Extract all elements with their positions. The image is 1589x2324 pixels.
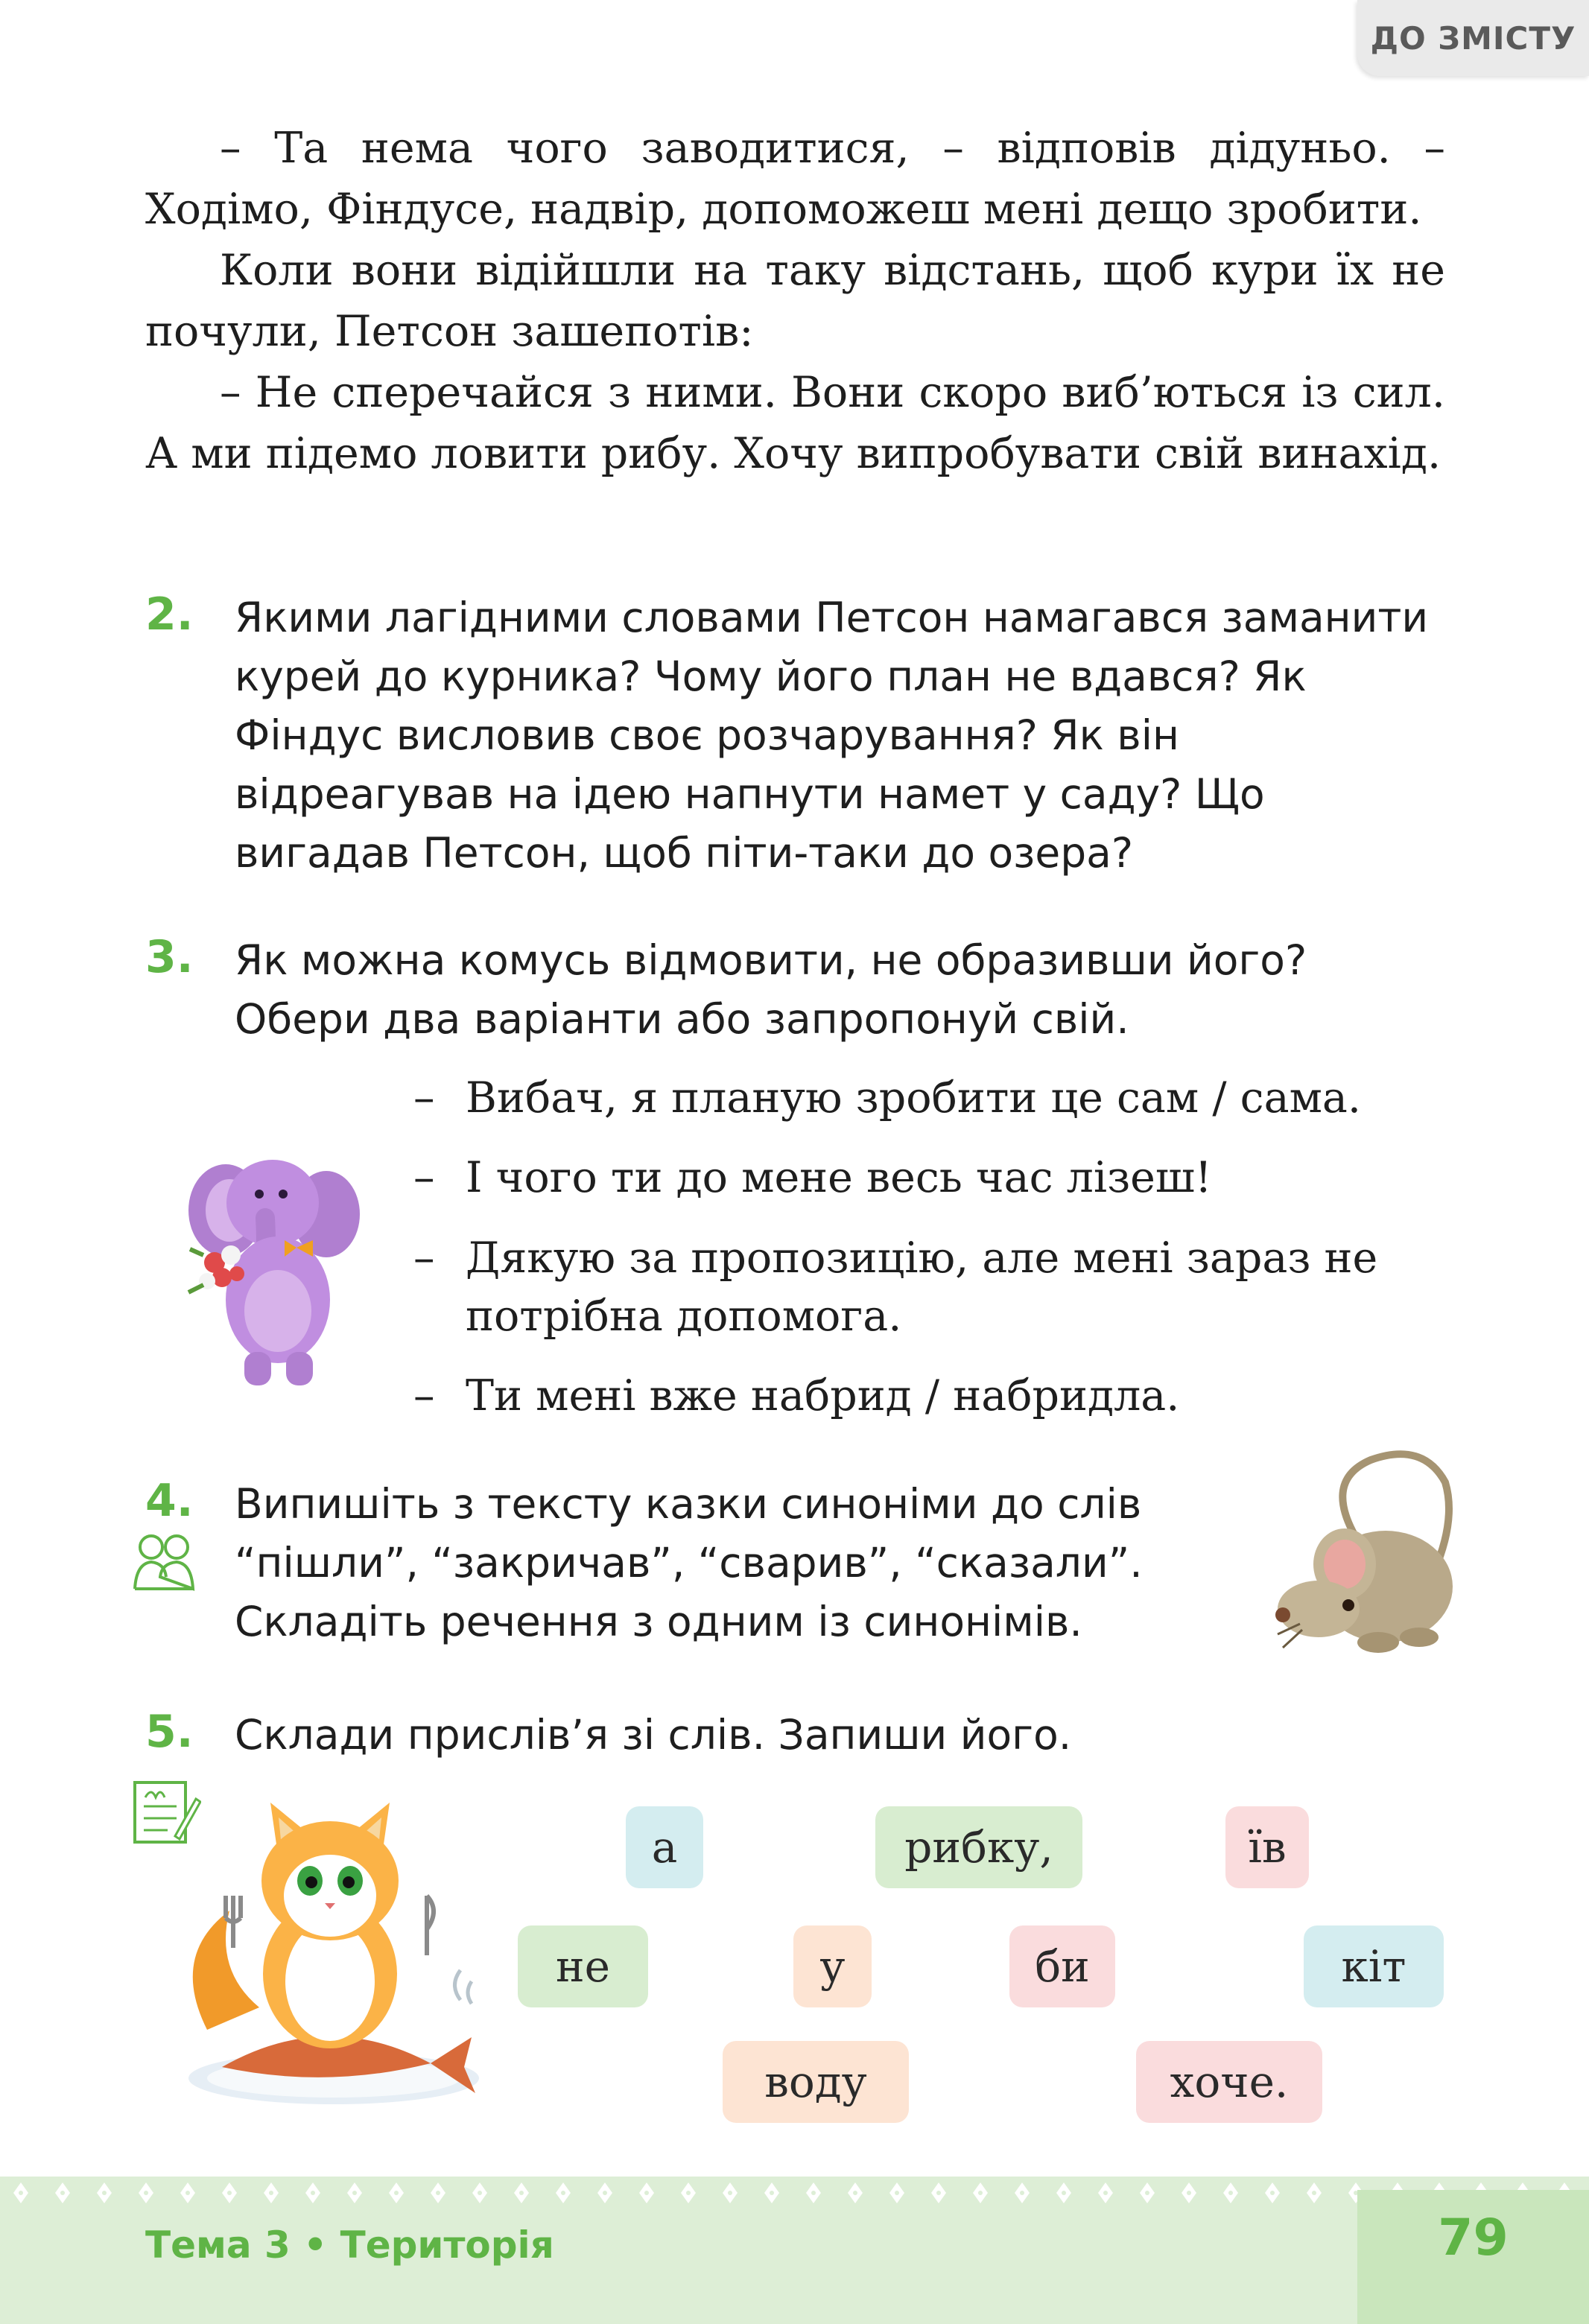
- option-dash: –: [413, 1073, 435, 1123]
- task-4-text: Випишіть з тексту казки синоніми до слів “пішли”, “закричав”, “сварив”, “сказали”. Складіть речення з одним із синонімів.: [235, 1480, 1143, 1645]
- answer-option: [413, 1367, 1456, 1425]
- task-5-number: 5.: [145, 1706, 194, 1758]
- cat-with-fish-illustration: [177, 1784, 498, 2115]
- page-number: 79: [1438, 2209, 1509, 2267]
- story-paragraph: Коли вони відійшли на таку відстань, щоб кури їх не почули, Петсон зашепотів:: [145, 246, 1445, 356]
- word-card[interactable]: кіт: [1304, 1925, 1444, 2007]
- answer-option: [413, 1149, 1456, 1207]
- story-paragraph: – Та нема чого заводитися, – відповів дідуньо. – Ходімо, Фіндусе, надвір, допоможеш мені дещо зробити.: [145, 124, 1445, 234]
- pair-work-icon: [130, 1531, 197, 1598]
- option-dash: –: [413, 1371, 435, 1420]
- answer-option: [413, 1229, 1456, 1345]
- footer-theme: Тема 3 • Територія: [145, 2223, 554, 2267]
- word-card[interactable]: хоче.: [1136, 2041, 1322, 2123]
- task-4-number: 4.: [145, 1475, 194, 1527]
- word-card[interactable]: у: [793, 1925, 872, 2007]
- task-2-text: Якими лагідними словами Петсон намагався заманити курей до курника? Чому його план не вдався? Як Фіндус висловив своє розчарування? Як він відреагував на ідею напнути намет у саду? Що вигадав Петсон, щоб піти-таки до озера?: [235, 594, 1429, 877]
- option-text: Вибач, я планую зробити це сам / сама.: [466, 1073, 1362, 1123]
- footer-ornament: [0, 2177, 1589, 2209]
- word-card[interactable]: не: [518, 1925, 648, 2007]
- story-paragraph: – Не сперечайся з ними. Вони скоро виб’ються із сил. А ми підемо ловити рибу. Хочу випробувати свій винахід.: [145, 368, 1445, 478]
- word-card[interactable]: би: [1009, 1925, 1115, 2007]
- word-card[interactable]: їв: [1225, 1806, 1309, 1888]
- option-text: І чого ти до мене весь час лізеш!: [466, 1153, 1212, 1202]
- elephant-illustration: [185, 1151, 364, 1389]
- toc-link[interactable]: ДО ЗМІСТУ: [1357, 0, 1589, 76]
- answer-option: [413, 1069, 1456, 1127]
- mouse-illustration: [1274, 1438, 1460, 1661]
- option-dash: –: [413, 1234, 435, 1283]
- story-text: [145, 118, 1445, 484]
- word-card[interactable]: воду: [723, 2041, 909, 2123]
- task-5-text: Склади прислів’я зі слів. Запиши його.: [235, 1711, 1072, 1759]
- option-text: Ти мені вже набрид / набридла.: [466, 1371, 1180, 1420]
- word-card[interactable]: рибку,: [875, 1806, 1082, 1888]
- task-3-text: Як можна комусь відмовити, не образивши його? Обери два варіанти або запропонуй свій.: [235, 936, 1307, 1043]
- task-2-number: 2.: [145, 588, 194, 641]
- task-3-number: 3.: [145, 931, 194, 983]
- word-card[interactable]: а: [626, 1806, 703, 1888]
- option-dash: –: [413, 1153, 435, 1202]
- option-text: Дякую за пропозицію, але мені зараз не потрібна допомога.: [466, 1234, 1378, 1341]
